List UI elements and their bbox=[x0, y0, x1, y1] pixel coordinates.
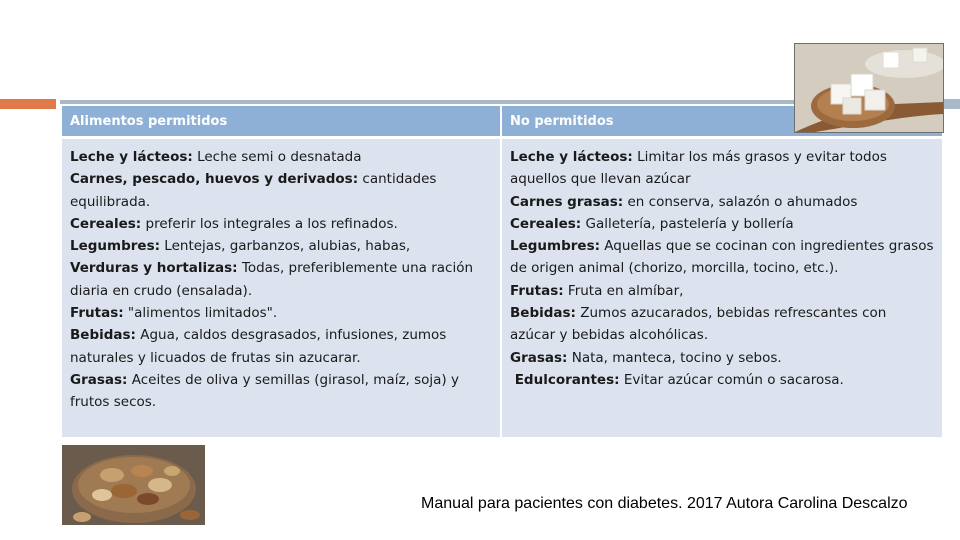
sugar-cubes-icon bbox=[795, 44, 943, 132]
list-item: Leche y lácteos: Limitar los más grasos y evitar todos aquellos que llevan azúcar bbox=[510, 149, 887, 188]
header-separator bbox=[62, 136, 942, 139]
nuts-bowl-icon bbox=[62, 445, 205, 525]
list-item: Legumbres: Lentejas, garbanzos, alubias, habas, bbox=[70, 238, 411, 255]
list-item: Edulcorantes: Evitar azúcar común o sacarosa. bbox=[510, 371, 844, 388]
list-item: Carnes, pescado, huevos y derivados: cantidades equilibrada. bbox=[70, 171, 437, 210]
list-item: Legumbres: Aquellas que se cocinan con ingredientes grasos de origen animal (chorizo, morcilla, tocino, etc.). bbox=[510, 238, 934, 277]
list-item: Bebidas: Agua, caldos desgrasados, infusiones, zumos naturales y licuados de frutas sin azucarar. bbox=[70, 327, 447, 366]
list-item: Frutas: Fruta en almíbar, bbox=[510, 282, 684, 299]
list-item: Carnes grasas: en conserva, salazón o ahumados bbox=[510, 193, 858, 210]
food-table bbox=[62, 106, 942, 437]
header-no-permitidos: No permitidos bbox=[510, 114, 614, 129]
list-item: Leche y lácteos: Leche semi o desnatada bbox=[70, 149, 362, 165]
list-item: Cereales: preferir los integrales a los refinados. bbox=[70, 215, 398, 232]
list-item: Bebidas: Zumos azucarados, bebidas refrescantes con azúcar y bebidas alcohólicas. bbox=[510, 305, 887, 344]
accent-bar-right bbox=[944, 99, 960, 109]
header-permitidos: Alimentos permitidos bbox=[70, 114, 228, 129]
accent-bar-left bbox=[0, 99, 56, 109]
nuts-bowl-image bbox=[62, 445, 205, 525]
list-item: Verduras y hortalizas: Todas, preferiblemente una ración diaria en crudo (ensalada). bbox=[70, 260, 474, 299]
cell-permitidos bbox=[70, 146, 494, 414]
list-item: Frutas: "alimentos limitados". bbox=[70, 305, 278, 322]
list-item: Grasas: Aceites de oliva y semillas (girasol, maíz, soja) y frutos secos. bbox=[70, 371, 459, 411]
source-caption: Manual para pacientes con diabetes. 2017 Autora Carolina Descalzo bbox=[421, 495, 908, 512]
list-item: Grasas: Nata, manteca, tocino y sebos. bbox=[510, 349, 782, 366]
sugar-cubes-image bbox=[794, 43, 944, 133]
column-separator bbox=[500, 106, 502, 437]
cell-no-permitidos bbox=[510, 146, 934, 391]
list-item: Cereales: Galletería, pastelería y bollería bbox=[510, 215, 794, 232]
